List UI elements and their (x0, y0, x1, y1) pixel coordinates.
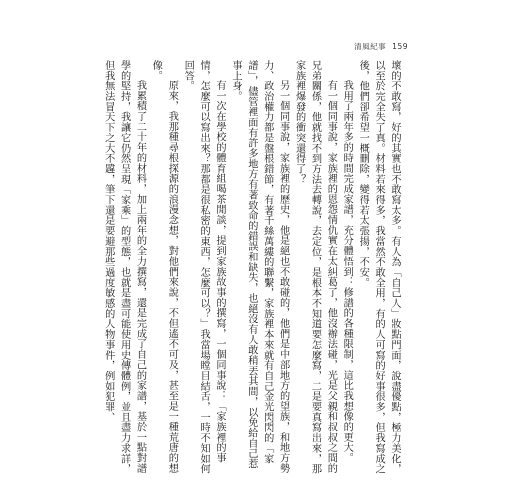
paragraph-7: 我累積了二十年的材料，加上兩年的全力撰寫，還是完成了自己的家譜，基於一點對譜學的堅持，我讓它仍然呈現「家乘」的型態，也就是盡可能使用史傳體例，並且盡力求詳，但我無法冒天下之大不韙，筆下還是要避那些過度敏感的人物事件，例如犯罪、 (102, 60, 146, 474)
book-title: 清風紀事 (354, 42, 387, 51)
paragraph-4: 另一個同事說，家族裡的歷史，他是絕也不敢碰的，他們是中部地方的望族，和地方勢力、政治權力都是盤根錯節，有著千絲萬縷的聯繫，家族裡本來就有自己金光閃閃的「家譜」，儘管裡面有許多地方有著致命的錯誤和缺失，也絕沒有人敢稍丟其間，以免給自己惹事上身。 (229, 60, 289, 474)
body-text (102, 60, 402, 478)
paragraph-5: 有一次在學校的體育組喝茶閒談，提到家族故事的撰寫，一個同事說：「家族裡的事情，怎麼可以寫出來？那都是很私密的東西，怎麼可以？」我當場瞠目結舌，一時不知如何回答。 (182, 60, 226, 474)
running-head (354, 41, 408, 52)
paragraph-3: 有一個同事說，家族裡的恩怨情仇實在太糾葛了，他沒辦法碰，光是父親和叔叔之間的兄弟關係，他就找不到方法去轉說，去定位，是根本不知道要怎麼寫，二是要真寫出來，那家族裡爆發的衝突還得了？ (293, 60, 337, 474)
paragraph-6: 原來，我那種尋根探源的浪漫念想，對他們來說，不但遙不可及，甚至是一種荒唐的想像。 (150, 60, 178, 474)
page-number: 159 (392, 42, 408, 51)
paragraph-2: 我用了兩年多的時間完成家譜，充分體悟到：修譜的各種限制，這比我想像的更大。 (341, 80, 353, 464)
paragraph-1: 壞的不敢寫，好的其實也不敢寫太多。有人為「自己人」妝點門面，說盡優點，極力美化，以至於完全失了真。材料若來得多，我當然不敢全用，有的人可寫的好事很多，但我寫成之後，他們卻希望一概刪除，變得若太張揚，不安。 (357, 60, 400, 474)
